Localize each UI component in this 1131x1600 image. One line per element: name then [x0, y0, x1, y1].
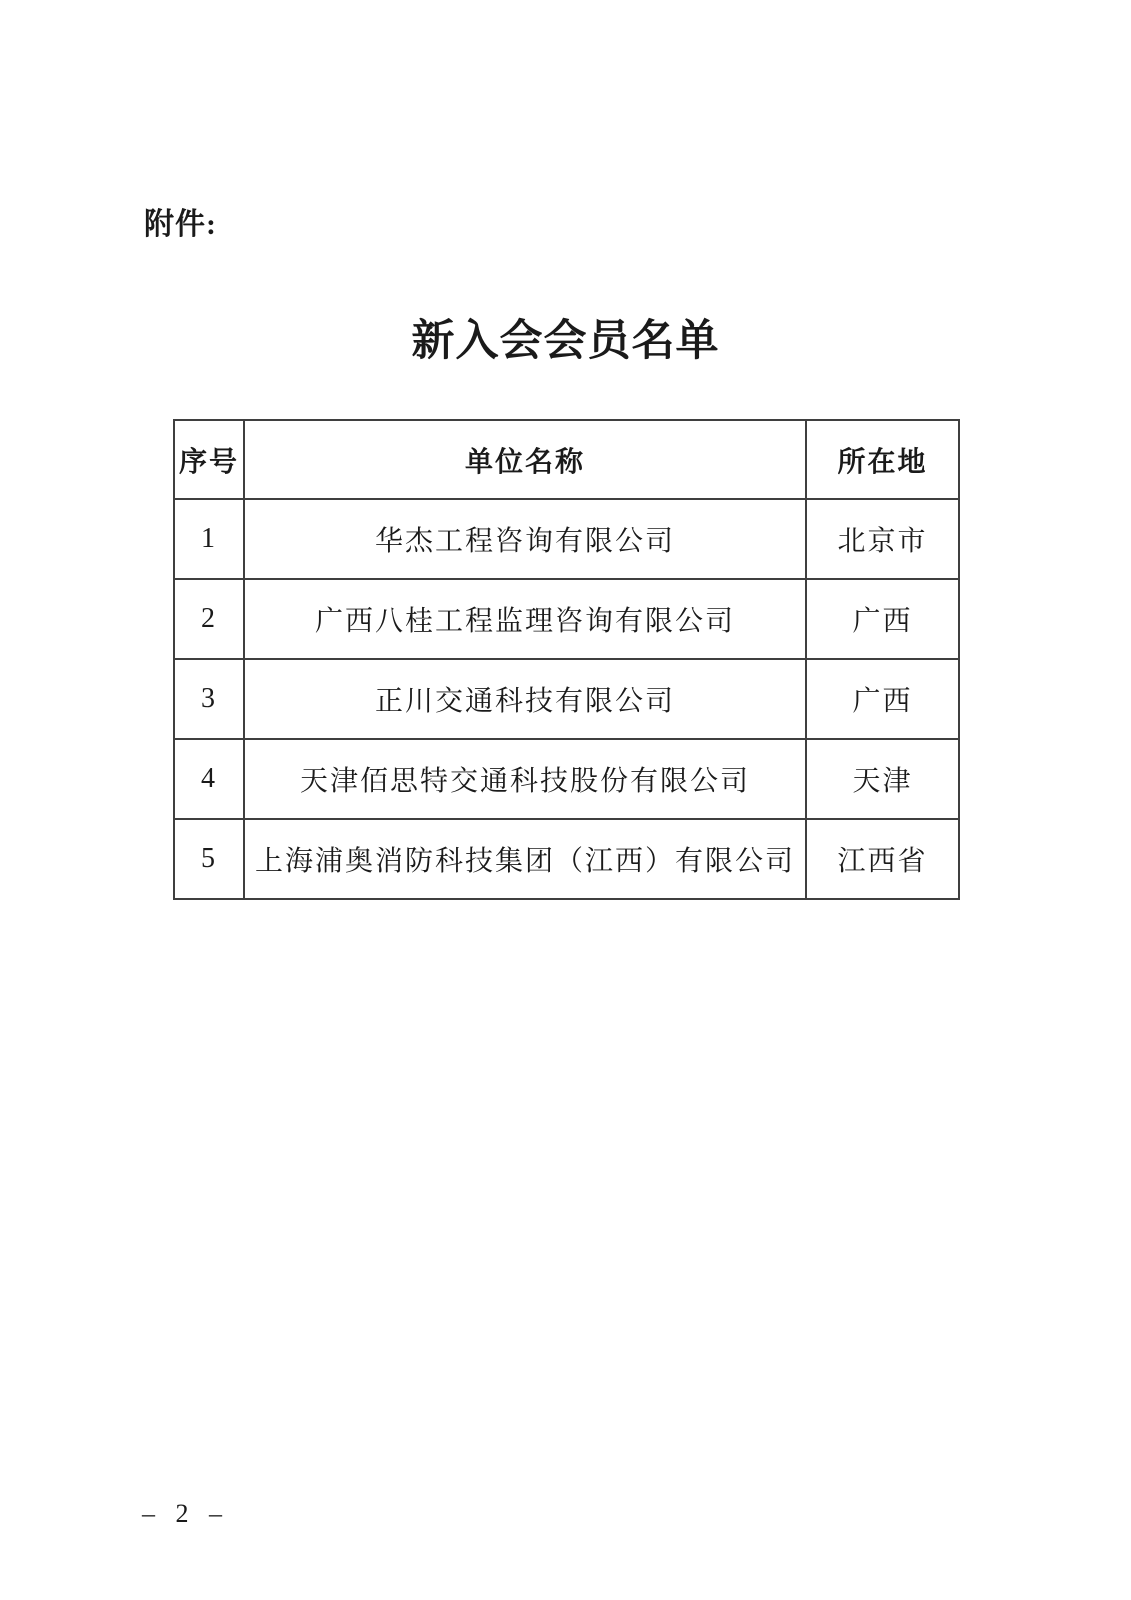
members-table — [173, 419, 960, 900]
table-row — [174, 739, 959, 819]
table-row — [174, 819, 959, 899]
cell-location: 广西 — [806, 579, 959, 659]
column-header-location: 所在地 — [806, 420, 959, 499]
column-header-name: 单位名称 — [244, 420, 806, 499]
page-number: – 2 – — [142, 1499, 229, 1528]
cell-row-no: 3 — [174, 659, 244, 739]
cell-company-name: 华杰工程咨询有限公司 — [244, 499, 806, 579]
table-row — [174, 579, 959, 659]
cell-location: 江西省 — [806, 819, 959, 899]
cell-company-name: 广西八桂工程监理咨询有限公司 — [244, 579, 806, 659]
table-header-row — [174, 420, 959, 499]
cell-row-no: 1 — [174, 499, 244, 579]
table-row — [174, 499, 959, 579]
attachment-label: 附件: — [144, 208, 217, 241]
cell-row-no: 2 — [174, 579, 244, 659]
cell-location: 天津 — [806, 739, 959, 819]
cell-company-name: 正川交通科技有限公司 — [244, 659, 806, 739]
page-title: 新入会会员名单 — [411, 318, 720, 365]
cell-row-no: 5 — [174, 819, 244, 899]
cell-row-no: 4 — [174, 739, 244, 819]
column-header-no: 序号 — [174, 420, 244, 499]
table-row — [174, 659, 959, 739]
cell-location: 广西 — [806, 659, 959, 739]
cell-company-name: 天津佰思特交通科技股份有限公司 — [244, 739, 806, 819]
cell-location: 北京市 — [806, 499, 959, 579]
cell-company-name: 上海浦奥消防科技集团（江西）有限公司 — [244, 819, 806, 899]
